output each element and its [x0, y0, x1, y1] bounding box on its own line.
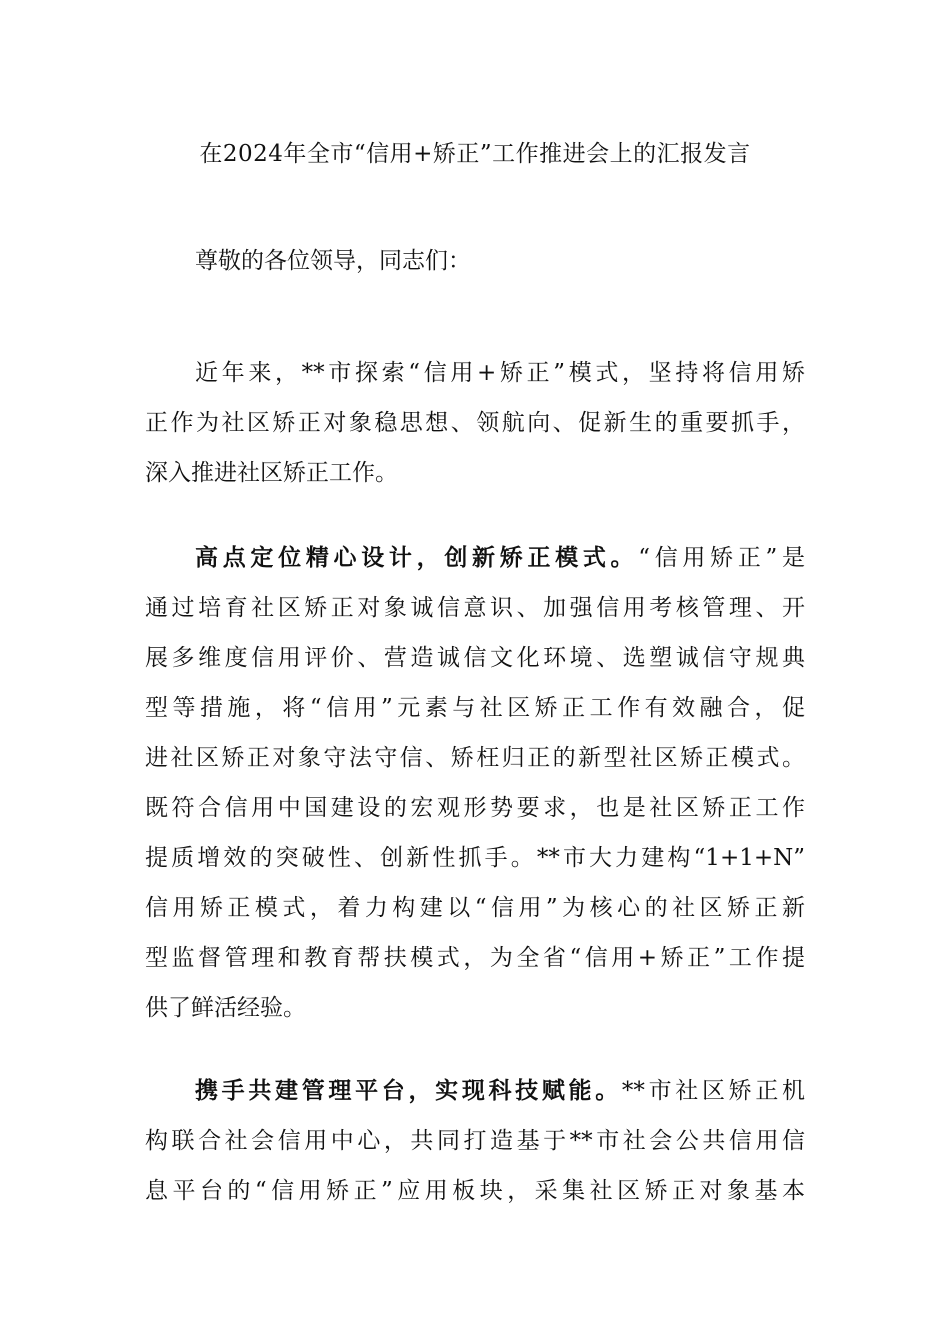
paragraph-positioning [145, 533, 805, 1033]
paragraph-first-line [145, 1066, 805, 1116]
paragraph-intro [145, 348, 805, 498]
paragraph-line: 提质增效的突破性、创新性抓手。**市大力建构“1+1+N” [145, 845, 805, 871]
paragraph-line: 深入推进社区矫正工作。 [145, 460, 398, 486]
paragraph-line: 型监督管理和教育帮扶模式，为全省“信用+矫正”工作提 [145, 945, 805, 971]
paragraph-line: 通过培育社区矫正对象诚信意识、加强信用考核管理、开 [145, 595, 805, 621]
document-title: 在2024年全市“信用+矫正”工作推进会上的汇报发言 [199, 141, 751, 167]
salutation: 尊敬的各位领导，同志们： [195, 248, 471, 274]
paragraph-first-line-rest: **市社区矫正机 [621, 1078, 806, 1104]
paragraph-first-line [145, 533, 805, 583]
paragraph-line: 进社区矫正对象守法守信、矫枉归正的新型社区矫正模式。 [145, 745, 805, 771]
paragraph-platform [145, 1066, 805, 1216]
paragraph-line: 既符合信用中国建设的宏观形势要求，也是社区矫正工作 [145, 795, 805, 821]
paragraph-line: 展多维度信用评价、营造诚信文化环境、选塑诚信守规典 [145, 645, 805, 671]
paragraph-first-line-rest: “信用矫正”是 [638, 545, 805, 571]
paragraph-line: 正作为社区矫正对象稳思想、领航向、促新生的重要抓手， [145, 410, 805, 436]
paragraph-lead-heading: 高点定位精心设计，创新矫正模式。 [195, 544, 639, 571]
paragraph-line: 供了鲜活经验。 [145, 995, 306, 1021]
paragraph-line: 型等措施，将“信用”元素与社区矫正工作有效融合，促 [145, 695, 805, 721]
salutation-block [145, 236, 805, 286]
paragraph-lead-heading: 携手共建管理平台，实现科技赋能。 [195, 1077, 622, 1104]
paragraph-line: 构联合社会信用中心，共同打造基于**市社会公共信用信 [145, 1128, 805, 1154]
paragraph-line: 近年来，**市探索“信用+矫正”模式，坚持将信用矫 [195, 360, 805, 386]
paragraph-line: 信用矫正模式，着力构建以“信用”为核心的社区矫正新 [145, 895, 805, 921]
paragraph-line: 息平台的“信用矫正”应用板块，采集社区矫正对象基本 [145, 1178, 805, 1204]
